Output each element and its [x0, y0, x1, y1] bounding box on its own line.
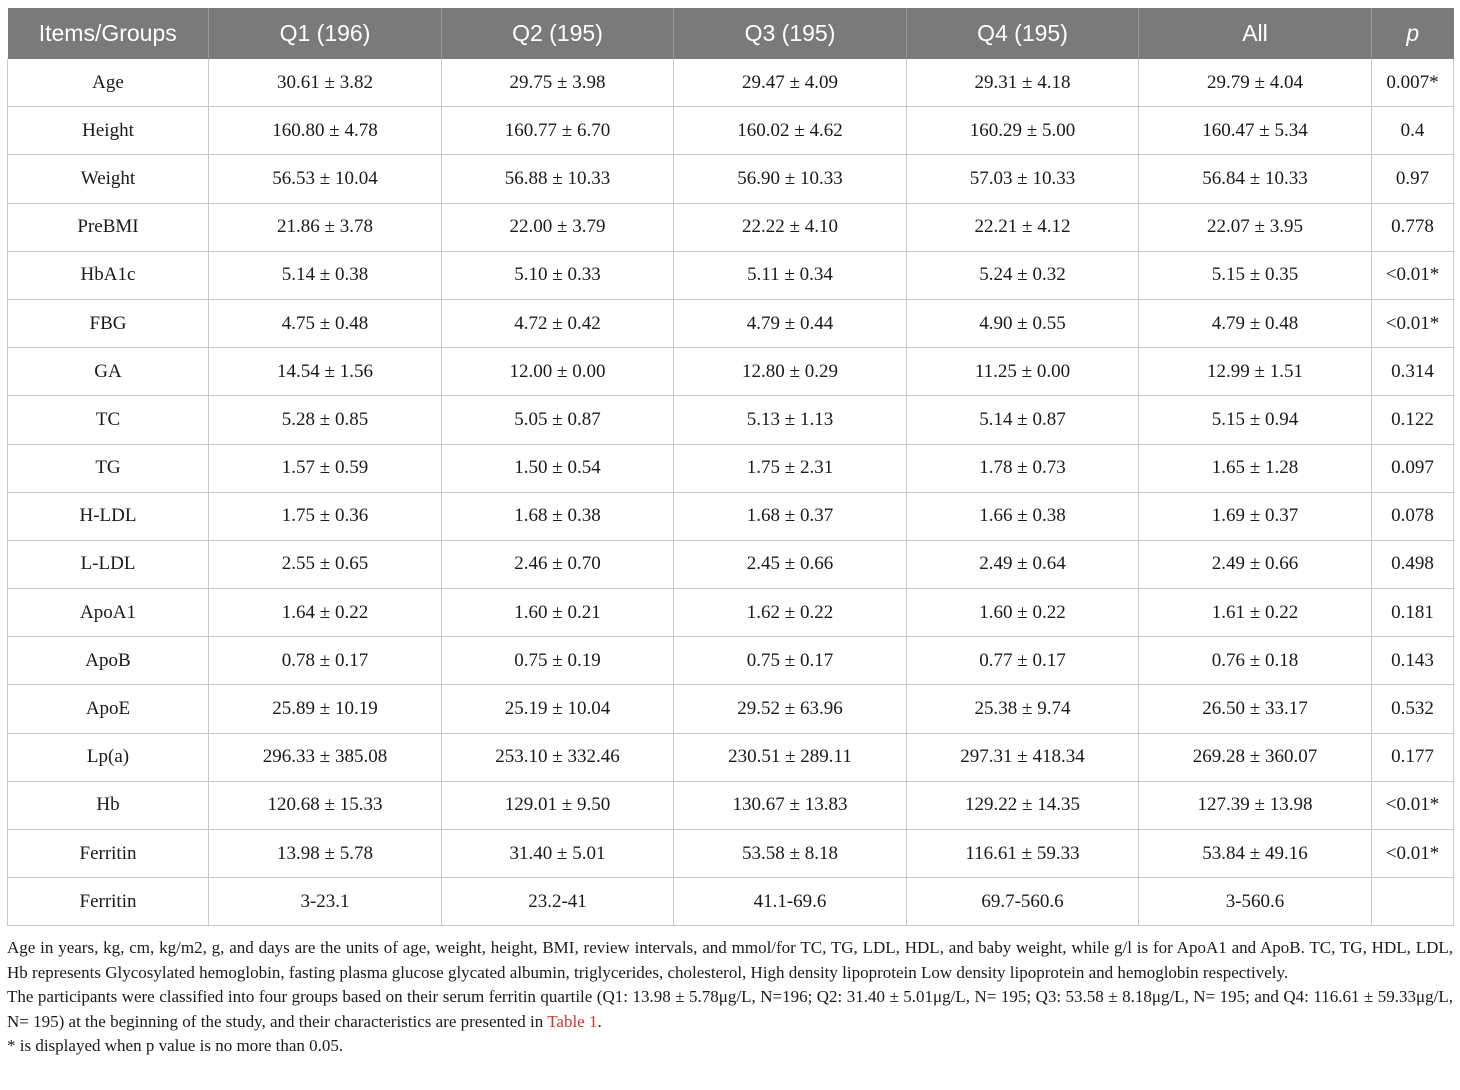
- cell-q3: 230.51 ± 289.11: [674, 733, 907, 781]
- cell-q2: 23.2-41: [442, 878, 674, 926]
- cell-q2: 1.60 ± 0.21: [442, 589, 674, 637]
- cell-all: 5.15 ± 0.35: [1139, 251, 1372, 299]
- cell-all: 1.69 ± 0.37: [1139, 492, 1372, 540]
- cell-q2: 25.19 ± 10.04: [442, 685, 674, 733]
- cell-q1: 5.14 ± 0.38: [209, 251, 442, 299]
- cell-q3: 1.62 ± 0.22: [674, 589, 907, 637]
- table-row: [8, 203, 1454, 251]
- header-p-value: p: [1372, 8, 1454, 59]
- cell-q4: 69.7-560.6: [907, 878, 1139, 926]
- header-q2: Q2 (195): [442, 8, 674, 59]
- cell-all: 22.07 ± 3.95: [1139, 203, 1372, 251]
- cell-q1: 2.55 ± 0.65: [209, 540, 442, 588]
- cell-item: ApoA1: [8, 589, 209, 637]
- cell-item: HbA1c: [8, 251, 209, 299]
- cell-q2: 253.10 ± 332.46: [442, 733, 674, 781]
- footnote-quartiles-end: .: [597, 1011, 602, 1031]
- cell-q3: 53.58 ± 8.18: [674, 830, 907, 878]
- cell-item: GA: [8, 348, 209, 396]
- cell-q2: 2.46 ± 0.70: [442, 540, 674, 588]
- table-row: [8, 878, 1454, 926]
- table-row: [8, 589, 1454, 637]
- cell-p-value: 0.498: [1372, 540, 1454, 588]
- cell-q1: 21.86 ± 3.78: [209, 203, 442, 251]
- cell-q1: 120.68 ± 15.33: [209, 781, 442, 829]
- cell-p-value: 0.181: [1372, 589, 1454, 637]
- cell-item: TC: [8, 396, 209, 444]
- cell-q1: 56.53 ± 10.04: [209, 155, 442, 203]
- cell-q2: 22.00 ± 3.79: [442, 203, 674, 251]
- cell-q2: 129.01 ± 9.50: [442, 781, 674, 829]
- cell-q2: 31.40 ± 5.01: [442, 830, 674, 878]
- table-row: [8, 733, 1454, 781]
- cell-item: FBG: [8, 299, 209, 347]
- cell-p-value: <0.01*: [1372, 830, 1454, 878]
- header-q1: Q1 (196): [209, 8, 442, 59]
- cell-p-value: 0.314: [1372, 348, 1454, 396]
- cell-item: Hb: [8, 781, 209, 829]
- cell-all: 26.50 ± 33.17: [1139, 685, 1372, 733]
- cell-q4: 116.61 ± 59.33: [907, 830, 1139, 878]
- cell-q1: 13.98 ± 5.78: [209, 830, 442, 878]
- cell-p-value: 0.122: [1372, 396, 1454, 444]
- cell-all: 2.49 ± 0.66: [1139, 540, 1372, 588]
- table-row: [8, 155, 1454, 203]
- cell-q4: 57.03 ± 10.33: [907, 155, 1139, 203]
- cell-q1: 4.75 ± 0.48: [209, 299, 442, 347]
- cell-all: 127.39 ± 13.98: [1139, 781, 1372, 829]
- cell-item: L-LDL: [8, 540, 209, 588]
- cell-q3: 29.47 ± 4.09: [674, 59, 907, 107]
- cell-q3: 12.80 ± 0.29: [674, 348, 907, 396]
- cell-q1: 1.75 ± 0.36: [209, 492, 442, 540]
- cell-q3: 2.45 ± 0.66: [674, 540, 907, 588]
- table-row: [8, 348, 1454, 396]
- cell-q4: 2.49 ± 0.64: [907, 540, 1139, 588]
- table-row: [8, 444, 1454, 492]
- cell-all: 4.79 ± 0.48: [1139, 299, 1372, 347]
- cell-item: H-LDL: [8, 492, 209, 540]
- table-row: [8, 59, 1454, 107]
- cell-q4: 4.90 ± 0.55: [907, 299, 1139, 347]
- cell-all: 12.99 ± 1.51: [1139, 348, 1372, 396]
- table-body: [8, 59, 1454, 926]
- table-row: [8, 637, 1454, 685]
- table-footnotes: [7, 936, 1453, 1059]
- cell-all: 1.65 ± 1.28: [1139, 444, 1372, 492]
- cell-q3: 1.68 ± 0.37: [674, 492, 907, 540]
- characteristics-table: [7, 8, 1454, 926]
- cell-all: 1.61 ± 0.22: [1139, 589, 1372, 637]
- cell-item: Ferritin: [8, 830, 209, 878]
- cell-all: 56.84 ± 10.33: [1139, 155, 1372, 203]
- table-1-link[interactable]: Table 1: [547, 1011, 598, 1031]
- cell-q4: 25.38 ± 9.74: [907, 685, 1139, 733]
- cell-item: Lp(a): [8, 733, 209, 781]
- cell-q4: 160.29 ± 5.00: [907, 107, 1139, 155]
- cell-all: 0.76 ± 0.18: [1139, 637, 1372, 685]
- cell-q3: 29.52 ± 63.96: [674, 685, 907, 733]
- cell-p-value: [1372, 878, 1454, 926]
- footnote-significance: * is displayed when p value is no more than 0.05.: [7, 1036, 344, 1055]
- cell-q1: 14.54 ± 1.56: [209, 348, 442, 396]
- cell-p-value: 0.078: [1372, 492, 1454, 540]
- cell-all: 5.15 ± 0.94: [1139, 396, 1372, 444]
- cell-q1: 25.89 ± 10.19: [209, 685, 442, 733]
- cell-q4: 297.31 ± 418.34: [907, 733, 1139, 781]
- cell-q2: 29.75 ± 3.98: [442, 59, 674, 107]
- cell-q4: 22.21 ± 4.12: [907, 203, 1139, 251]
- cell-all: 269.28 ± 360.07: [1139, 733, 1372, 781]
- cell-item: Height: [8, 107, 209, 155]
- cell-p-value: 0.97: [1372, 155, 1454, 203]
- cell-item: Ferritin: [8, 878, 209, 926]
- cell-item: PreBMI: [8, 203, 209, 251]
- cell-q3: 130.67 ± 13.83: [674, 781, 907, 829]
- cell-q2: 160.77 ± 6.70: [442, 107, 674, 155]
- cell-q1: 296.33 ± 385.08: [209, 733, 442, 781]
- cell-q2: 4.72 ± 0.42: [442, 299, 674, 347]
- cell-all: 160.47 ± 5.34: [1139, 107, 1372, 155]
- cell-q3: 5.13 ± 1.13: [674, 396, 907, 444]
- cell-p-value: 0.4: [1372, 107, 1454, 155]
- header-items-groups: Items/Groups: [8, 8, 209, 59]
- cell-q3: 56.90 ± 10.33: [674, 155, 907, 203]
- header-all: All: [1139, 8, 1372, 59]
- cell-all: 53.84 ± 49.16: [1139, 830, 1372, 878]
- cell-q2: 0.75 ± 0.19: [442, 637, 674, 685]
- table-row: [8, 830, 1454, 878]
- cell-q4: 11.25 ± 0.00: [907, 348, 1139, 396]
- cell-item: Weight: [8, 155, 209, 203]
- footnote-quartiles-text: The participants were classified into four groups based on their serum ferritin quartile (Q1: 13.98 ± 5.78μg/L, N=196; Q2: 31.40 ± 5.01μg/L, N= 195; Q3: 53.58 ± 8.18μg/L, N= 195; and Q4: 116.61 ± 59.33μg/L, N= 195) at the beginning of the study, and their characteristics are presented in: [7, 987, 1453, 1031]
- table-row: [8, 540, 1454, 588]
- cell-q1: 1.64 ± 0.22: [209, 589, 442, 637]
- cell-all: 29.79 ± 4.04: [1139, 59, 1372, 107]
- cell-q4: 1.78 ± 0.73: [907, 444, 1139, 492]
- cell-item: ApoE: [8, 685, 209, 733]
- cell-q3: 0.75 ± 0.17: [674, 637, 907, 685]
- table-row: [8, 107, 1454, 155]
- cell-p-value: <0.01*: [1372, 299, 1454, 347]
- table-row: [8, 781, 1454, 829]
- cell-q3: 5.11 ± 0.34: [674, 251, 907, 299]
- cell-q1: 3-23.1: [209, 878, 442, 926]
- cell-q3: 160.02 ± 4.62: [674, 107, 907, 155]
- cell-q2: 1.68 ± 0.38: [442, 492, 674, 540]
- header-q4: Q4 (195): [907, 8, 1139, 59]
- cell-q4: 29.31 ± 4.18: [907, 59, 1139, 107]
- table-row: [8, 299, 1454, 347]
- cell-q4: 1.60 ± 0.22: [907, 589, 1139, 637]
- cell-p-value: 0.007*: [1372, 59, 1454, 107]
- cell-q1: 5.28 ± 0.85: [209, 396, 442, 444]
- table-row: [8, 685, 1454, 733]
- cell-item: ApoB: [8, 637, 209, 685]
- cell-q3: 22.22 ± 4.10: [674, 203, 907, 251]
- table-row: [8, 492, 1454, 540]
- cell-p-value: <0.01*: [1372, 251, 1454, 299]
- cell-q4: 129.22 ± 14.35: [907, 781, 1139, 829]
- cell-q1: 0.78 ± 0.17: [209, 637, 442, 685]
- cell-q3: 4.79 ± 0.44: [674, 299, 907, 347]
- cell-q1: 160.80 ± 4.78: [209, 107, 442, 155]
- cell-item: TG: [8, 444, 209, 492]
- cell-p-value: <0.01*: [1372, 781, 1454, 829]
- cell-q4: 1.66 ± 0.38: [907, 492, 1139, 540]
- table-row: [8, 251, 1454, 299]
- cell-q4: 5.14 ± 0.87: [907, 396, 1139, 444]
- cell-q4: 5.24 ± 0.32: [907, 251, 1139, 299]
- table-row: [8, 396, 1454, 444]
- header-q3: Q3 (195): [674, 8, 907, 59]
- header-row: [8, 8, 1454, 59]
- cell-q2: 56.88 ± 10.33: [442, 155, 674, 203]
- cell-p-value: 0.778: [1372, 203, 1454, 251]
- footnote-quartiles: [7, 985, 1453, 1034]
- cell-q1: 1.57 ± 0.59: [209, 444, 442, 492]
- footnote-units: Age in years, kg, cm, kg/m2, g, and days are the units of age, weight, height, BMI, review intervals, and mmol/for TC, TG, LDL, HDL, and baby weight, while g/l is for ApoA1 and ApoB. TC, TG, HDL, LDL, Hb represents Glycosylated hemoglobin, fasting plasma glucose glycated albumin, triglycerides, cholesterol, High density lipoprotein Low density lipoprotein and hemoglobin respectively.: [7, 938, 1453, 982]
- cell-q1: 30.61 ± 3.82: [209, 59, 442, 107]
- data-table-container: [7, 8, 1453, 926]
- cell-p-value: 0.097: [1372, 444, 1454, 492]
- cell-q2: 1.50 ± 0.54: [442, 444, 674, 492]
- cell-p-value: 0.177: [1372, 733, 1454, 781]
- cell-q2: 12.00 ± 0.00: [442, 348, 674, 396]
- cell-q2: 5.10 ± 0.33: [442, 251, 674, 299]
- cell-p-value: 0.143: [1372, 637, 1454, 685]
- cell-p-value: 0.532: [1372, 685, 1454, 733]
- cell-all: 3-560.6: [1139, 878, 1372, 926]
- cell-q4: 0.77 ± 0.17: [907, 637, 1139, 685]
- cell-q2: 5.05 ± 0.87: [442, 396, 674, 444]
- cell-q3: 1.75 ± 2.31: [674, 444, 907, 492]
- cell-q3: 41.1-69.6: [674, 878, 907, 926]
- cell-item: Age: [8, 59, 209, 107]
